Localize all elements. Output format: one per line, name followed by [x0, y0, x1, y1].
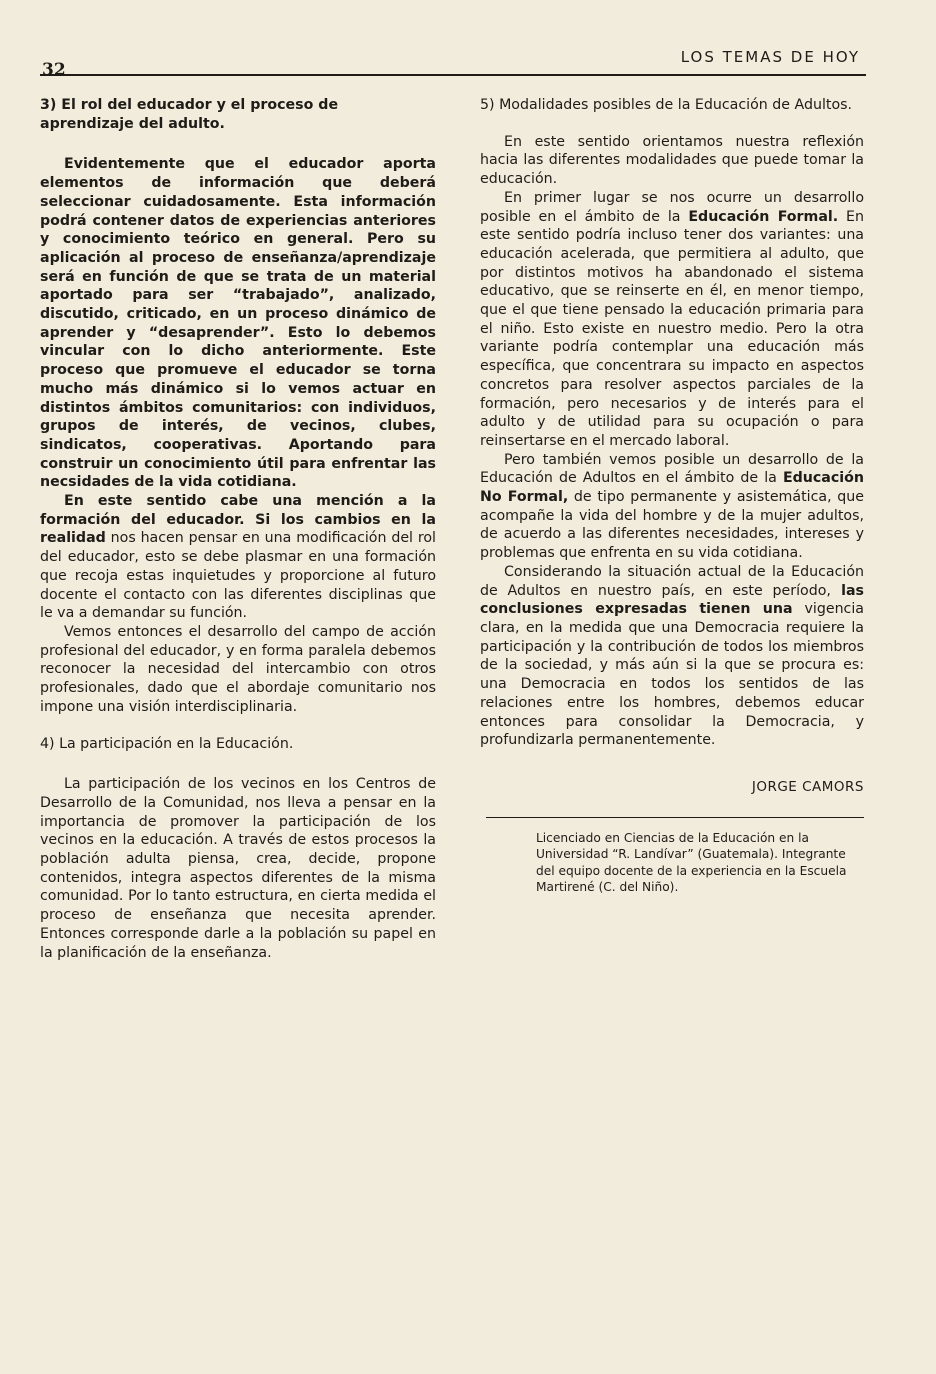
running-head: LOS TEMAS DE HOY — [680, 48, 860, 66]
right-paragraph-2-a: En primer lugar se nos ocurre un desarrollo posible en el ámbito de la — [480, 189, 864, 225]
right-column — [480, 96, 864, 896]
section-4-heading: 4) La participación en la Educación. — [40, 735, 294, 752]
right-paragraph-3-c: de tipo permanente y asistemática, que acompañe la vida del hombre y de la mujer adultos, de acuerdo a las diferentes necesidades, intereses y problemas que enfrenta en su vida cotidiana. — [480, 489, 864, 562]
right-paragraph-4-a: Considerando la situación actual de la Educación de Adultos en nuestro país, en este período, — [480, 563, 864, 599]
header-rule — [40, 74, 866, 76]
page-number: 32 — [42, 60, 66, 80]
right-paragraph-2-bold: Educación Formal. — [688, 208, 839, 225]
section-3-heading: 3) El rol del educador y el proceso de aprendizaje del adulto. — [40, 97, 339, 132]
left-paragraph-4: La participación de los vecinos en los Centros de Desarrollo de la Comunidad, nos lleva a pensar en la importancia de promover la participación de los vecinos en la educación. A través de estos procesos la población adulta piensa, crea, decide, propone contenidos, integra aspectos diferentes de la misma comunidad. Por lo tanto estructura, en cierta medida el proceso de enseñanza que necesita aprender. Entonces corresponde darle a la población su papel en la planificación de la enseñanza. — [40, 776, 436, 961]
left-paragraph-3: Vemos entonces el desarrollo del campo de acción profesional del educador, y en forma paralela debemos reconocer la necesidad del intercambio con otros profesionales, dado que el abordaje comunitario nos impone una visión interdisciplinaria. — [40, 623, 436, 715]
left-paragraph-2-bold: En este sentido cabe una mención a la formación del educador. Si los cambios en la realidad — [40, 493, 436, 547]
right-paragraph-3 — [480, 451, 864, 563]
left-paragraph-1-text: Evidentemente que el educador aporta elementos de información que deberá seleccionar cuidadosamente. Esta información podrá contener datos de experiencias anteriores y conocimiento teórico en general. Pero su aplicación al proceso de enseñanza/aprendizaje será en función de que se trata de un material aportado para ser “trabajado”, analizado, discutido, criticado, en un proceso dinámico de aprender y “desaprender”. Esto lo debemos vincular con lo dicho anteriormente. Este proceso que promueve el educador se torna mucho más dinámico si lo vemos actuar en distintos ámbitos comunitarios: con individuos, grupos de interés, de vecinos, clubes, sindicatos, cooperativas. Aportando para construir un conocimiento útil para enfrentar las necsidades de la vida cotidiana. — [40, 156, 436, 491]
right-paragraph-3-a: Pero también vemos posible un desarrollo de la Educación de Adultos en el ámbito de la — [480, 451, 864, 487]
left-paragraph-2 — [40, 492, 436, 623]
right-paragraph-2 — [480, 189, 864, 451]
right-paragraph-2-c: En este sentido podría incluso tener dos variantes: una educación acelerada, que permitiera al adulto, que por distintos motivos ha abandonado el sistema educativo, que se reinserte en él, en menor tiempo, que el que tiene pensado la educación primaria para el niño. Esto existe en nuestro medio. Pero la otra variante podría contemplar una educación más específica, que concentrara su impacto en aspectos concretos para resolver aspectos parciales de la formación, pero necesarios y de interés para el adulto y de utilidad para su ocupación o para reinsertarse en el mercado laboral. — [480, 208, 864, 449]
left-column — [40, 96, 436, 962]
left-paragraph-1 — [40, 155, 436, 492]
author-signature: JORGE CAMORS — [751, 778, 864, 795]
right-paragraph-4-bold: las conclusiones expresadas tienen una — [480, 582, 865, 618]
right-paragraph-4 — [480, 563, 864, 750]
footnote-rule — [486, 817, 864, 818]
author-footnote: Licenciado en Ciencias de la Educación en la Universidad “R. Landívar” (Guatemala). Integrante del equipo docente de la experiencia en la Escuela Martirené (C. del Niño). — [536, 830, 847, 895]
right-paragraph-4-c: vigencia clara, en la medida que una Democracia requiere la participación y la contribución de todos los miembros de la sociedad, y más aún si la que se procura es: una Democracia en todos los sentidos de las relaciones entre los hombres, debemos educar entonces para consolidar la Democracia, y profundizarla permanentemente. — [480, 601, 864, 749]
right-paragraph-3-bold: Educación No Formal, — [480, 470, 864, 506]
section-5-heading: 5) Modalidades posibles de la Educación de Adultos. — [480, 97, 853, 113]
right-paragraph-1: En este sentido orientamos nuestra reflexión hacia las diferentes modalidades que puede tomar la educación. — [480, 133, 864, 188]
left-paragraph-2-rest: nos hacen pensar en una modificación del rol del educador, esto se debe plasmar en una formación que recoja estas inquietudes y proporcione al futuro docente el contacto con las diferentes disciplinas que le va a demandar su función. — [40, 530, 436, 622]
